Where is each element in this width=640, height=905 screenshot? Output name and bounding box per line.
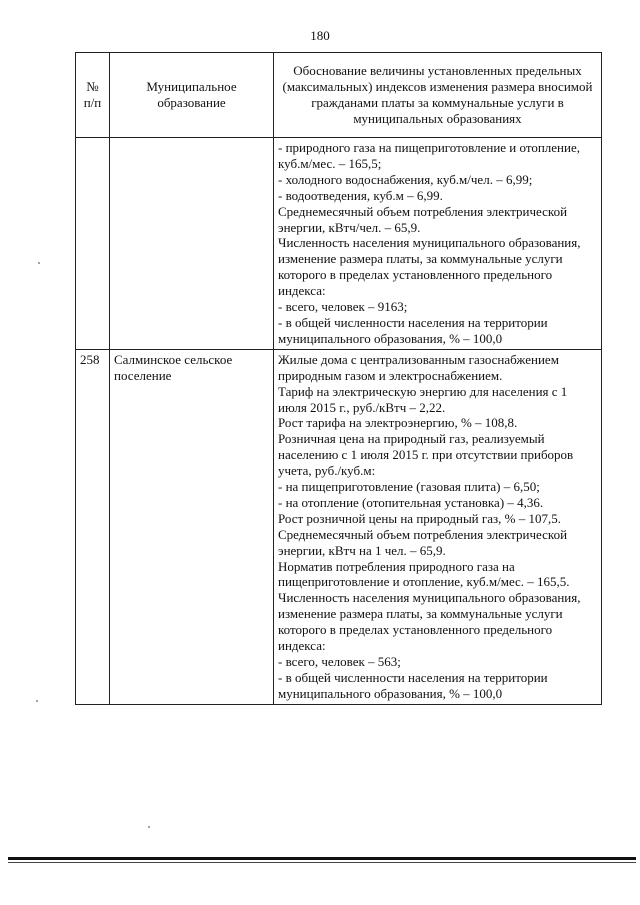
tariff-table <box>75 52 602 705</box>
header-basis: Обоснование величины установленных предельных (максимальных) индексов изменения размера вносимой гражданами платы за коммунальные услуги в муниципальных образованиях <box>274 53 602 138</box>
bottom-scan-border-thin <box>8 862 636 863</box>
row-num: 258 <box>76 349 110 704</box>
basis-line: - всего, человек – 563; <box>278 654 401 669</box>
basis-line: - всего, человек – 9163; <box>278 299 408 315</box>
header-municipality: Муниципальное образование <box>110 53 274 138</box>
header-num: № п/п <box>76 53 110 138</box>
basis-line: - в общей численности населения на территории муниципального образования, % – 100,0 <box>278 669 551 701</box>
basis-line: - на пищеприготовление (газовая плита) – 6,50; <box>278 479 540 495</box>
table-header-row <box>76 53 602 138</box>
basis-line: Численность населения муниципального образования, изменение размера платы, за коммунальные услуги которого в пределах установленного предельного индекса: <box>278 590 584 654</box>
basis-line: Тариф на электрическую энергию для населения с 1 июля 2015 г., руб./кВтч – 2,22. <box>278 383 571 415</box>
table-row <box>76 138 602 350</box>
basis-line: - природного газа на пищеприготовление и отопление, куб.м/мес. – 165,5; <box>278 140 584 171</box>
basis-line: Рост розничной цены на природный газ, % – 107,5. <box>278 510 561 526</box>
basis-line: - холодного водоснабжения, куб.м/чел. – 6,99; <box>278 171 533 187</box>
basis-line: Розничная цена на природный газ, реализуемый населению с 1 июля 2015 г. при отсутствии приборов учета, руб./куб.м: <box>278 431 577 479</box>
scan-speck <box>36 700 38 702</box>
basis-line: Рост тарифа на электроэнергию, % – 108,8. <box>278 415 518 431</box>
row-num <box>76 138 110 350</box>
page-number: 180 <box>310 28 330 43</box>
scan-speck <box>38 262 40 264</box>
basis-line: Численность населения муниципального образования, изменение размера платы, за коммунальные услуги которого в пределах установленного предельного индекса: <box>278 235 584 299</box>
row-basis <box>274 138 602 350</box>
table-row <box>76 349 602 704</box>
basis-line: Жилые дома с централизованным газоснабжением природным газом и электроснабжением. <box>278 351 563 383</box>
basis-line: Норматив потребления природного газа на пищеприготовление и отопление, куб.м/мес. – 165,5. <box>278 558 570 590</box>
basis-line: - водоотведения, куб.м – 6,99. <box>278 187 443 203</box>
basis-line: - в общей численности населения на территории муниципального образования, % – 100,0 <box>278 314 551 346</box>
basis-line: Среднемесячный объем потребления электрической энергии, кВтч на 1 чел. – 65,9. <box>278 526 571 558</box>
row-municipality <box>110 138 274 350</box>
basis-line: Среднемесячный объем потребления электрической энергии, кВтч/чел. – 65,9. <box>278 203 571 235</box>
row-municipality: Салминское сельское поселение <box>110 349 274 704</box>
row-basis <box>274 349 602 704</box>
basis-line: - на отопление (отопительная установка) – 4,36. <box>278 494 544 510</box>
bottom-scan-border <box>8 857 636 860</box>
scan-speck <box>148 826 150 828</box>
